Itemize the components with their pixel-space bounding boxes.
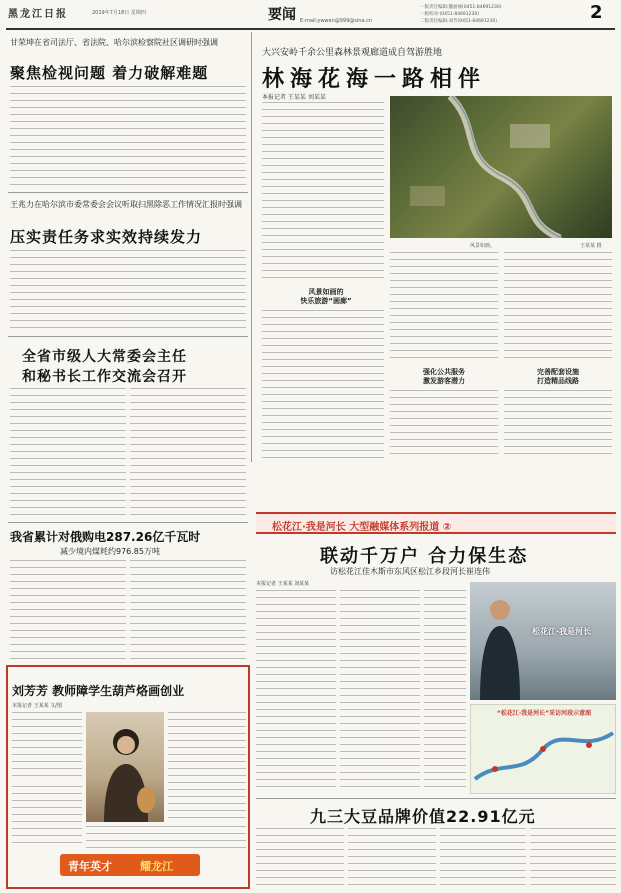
lead-subhead-3-line1: 完善配套设施 xyxy=(537,368,579,376)
article-1-title: 聚焦检视问题 着力破解难题 xyxy=(10,64,209,82)
lead-kicker: 大兴安岭千余公里森林景观廊道成自驾游胜地 xyxy=(262,48,443,58)
contact-2: 一版校对:(0451-84691230) xyxy=(420,12,480,17)
article-5-body-top xyxy=(12,712,82,782)
lead-body-col2b xyxy=(390,390,498,460)
series-body-col3 xyxy=(424,590,466,790)
river-chief-photo-caption: 松花江·我是河长 xyxy=(532,627,592,636)
issue-date: 2019年7月18日 星期四 xyxy=(92,10,146,16)
article-4-title: 我省累计对俄购电287.26亿千瓦时 xyxy=(10,530,201,544)
river-route-graphic xyxy=(471,719,617,793)
article-3-title-line1: 全省市级人大常委会主任 xyxy=(22,349,187,365)
series-banner xyxy=(256,512,616,534)
contact-3: 二版责任编辑:刘芳(0451-84691230) xyxy=(420,19,498,24)
article-4-body-right xyxy=(130,560,246,660)
divider xyxy=(8,192,248,193)
series-title: 联动千万户 合力保生态 xyxy=(320,546,529,567)
river-road-graphic xyxy=(390,96,612,238)
divider xyxy=(8,336,248,337)
series-banner-text: 松花江·我是河长 大型融媒体系列报道 ② xyxy=(272,522,452,533)
article-3-title-line2: 和秘书长工作交流会召开 xyxy=(22,369,187,385)
paper-name: 黑龙江日报 xyxy=(8,9,68,20)
lead-subhead-1-line1: 风景如画的 xyxy=(308,288,344,296)
youth-talent-banner-text: 青年英才 xyxy=(68,860,112,873)
article-5-body-right xyxy=(168,712,246,822)
lead-body-col1 xyxy=(262,310,384,460)
article-4-body-left xyxy=(10,560,126,660)
lead-subhead-2-line2: 激发游客潜力 xyxy=(423,377,465,385)
lead-body-col2 xyxy=(390,252,498,364)
river-chief-photo xyxy=(470,582,616,700)
article-7-body-col2 xyxy=(348,828,436,888)
article-5-body-bottom xyxy=(12,786,82,848)
lead-subhead-1-line2: 快乐旅游“画廊” xyxy=(300,297,352,305)
article-3-body-right xyxy=(130,388,246,518)
masthead xyxy=(0,0,621,28)
article-2-body xyxy=(10,250,246,330)
masthead-rule xyxy=(6,28,615,30)
column-divider xyxy=(251,32,252,462)
article-7-title: 九三大豆品牌价值22.91亿元 xyxy=(310,807,536,826)
lead-subhead-1 xyxy=(276,288,376,306)
divider xyxy=(256,798,616,799)
article-4-subtitle: 减少境内煤耗约976.85万吨 xyxy=(60,547,160,556)
article-1-kicker: 甘荣坤在省司法厅、省法院、哈尔滨检察院社区调研时强调 xyxy=(10,38,218,47)
article-5-title: 刘芳芳 教师障学生葫芦烙画创业 xyxy=(12,684,185,698)
article-2-title: 压实责任务求实效持续发力 xyxy=(10,228,203,246)
lead-subhead-2 xyxy=(392,368,496,386)
lead-body-col3b xyxy=(504,390,612,460)
page-number: 2 xyxy=(590,2,603,23)
article-7-body-col3 xyxy=(440,828,526,888)
article-7-body-col1 xyxy=(256,828,344,888)
river-map xyxy=(470,704,616,794)
article-7-body-col4 xyxy=(530,828,616,888)
portrait-photo xyxy=(86,712,164,822)
lead-subhead-3 xyxy=(506,368,610,386)
lead-subhead-2-line1: 强化公共服务 xyxy=(423,368,465,376)
river-map-caption: “松花江·我是河长”采访河段示意图 xyxy=(496,710,592,717)
article-5-byline: 本报记者 王某某 文/图 xyxy=(12,703,62,709)
lead-body-intro xyxy=(262,102,384,282)
series-byline: 本报记者 王某某 刘某某 xyxy=(256,581,310,587)
lead-byline: 本报记者 王某某 刘某某 xyxy=(262,94,326,101)
contact-1: 一版责任编辑:魏丽丽(0451-84691230) xyxy=(420,5,502,10)
lead-subhead-3-line2: 打造精品线路 xyxy=(537,377,579,385)
photo-caption-right: 王某某 摄 xyxy=(580,243,602,249)
article-5-body-bottom2 xyxy=(86,826,246,850)
article-3-body-left xyxy=(10,388,126,518)
man-figure-graphic xyxy=(470,582,616,700)
lead-body-col3 xyxy=(504,252,612,364)
photo-caption-left: 风景如画。 xyxy=(470,243,496,249)
youth-talent-banner-accent: 耀龙江 xyxy=(140,860,173,873)
divider xyxy=(8,522,248,523)
email: E-mail:ywwen@999@sina.cn xyxy=(300,18,373,24)
lead-title: 林海花海一路相伴 xyxy=(262,67,487,92)
section-name: 要闻 xyxy=(268,7,296,23)
article-2-kicker: 王兆力在哈尔滨市委常委会会议听取扫黑除恶工作情况汇报时强调 xyxy=(10,200,242,209)
article-1-body xyxy=(10,86,246,186)
series-subtitle: 访松花江佳木斯市东风区松江乡段河长崔连伟 xyxy=(330,567,490,576)
aerial-photo xyxy=(390,96,612,238)
youth-talent-banner xyxy=(60,854,200,876)
series-body-col1 xyxy=(256,590,336,790)
series-body-col2 xyxy=(340,590,420,790)
woman-figure-graphic xyxy=(86,712,164,822)
